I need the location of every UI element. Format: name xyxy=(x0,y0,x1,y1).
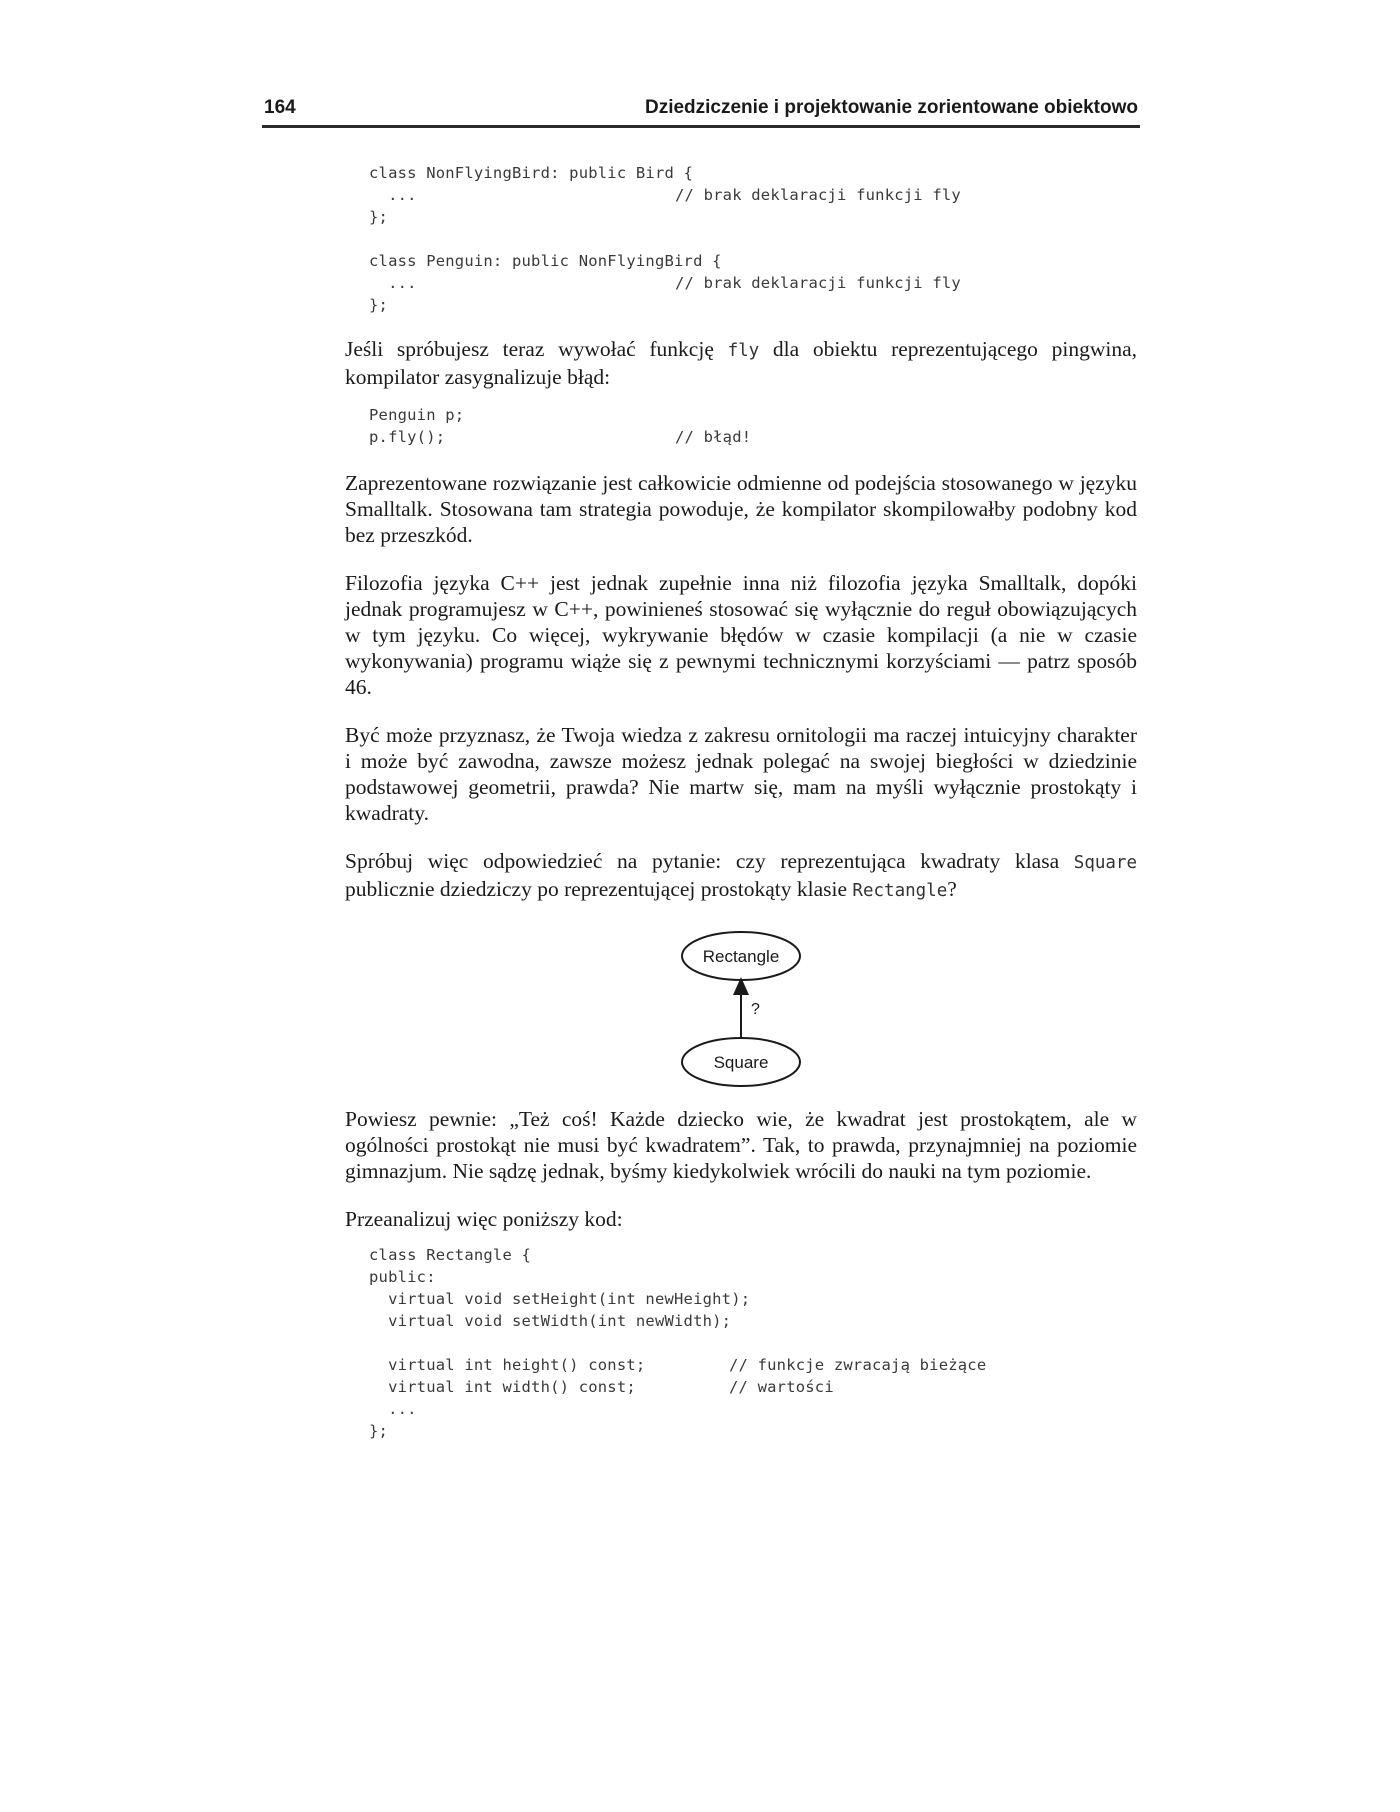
running-title: Dziedziczenie i projektowanie zorientowane obiektowo xyxy=(644,97,1138,118)
code-block-rectangle xyxy=(369,1244,1137,1442)
inheritance-diagram xyxy=(345,914,1137,1096)
code-comment: // funkcje zwracają bieżące xyxy=(729,1356,987,1374)
code-line: virtual int height() const; // funkcje zwracają bieżące xyxy=(369,1356,987,1374)
paragraph-square-question: Spróbuj więc odpowiedzieć na pytanie: czy reprezentująca kwadraty klasa Square publicznie dziedziczy po reprezentującej prostokąty klasie Rectangle? xyxy=(345,849,1137,901)
code-line: virtual void setWidth(int newWidth); xyxy=(369,1312,732,1330)
paragraph-analyze-code: Przeanalizuj więc poniższy kod: xyxy=(345,1207,623,1231)
code-comment: // wartości xyxy=(729,1378,834,1396)
code-line: class NonFlyingBird: public Bird { xyxy=(369,164,694,182)
paragraph-geometry: Być może przyznasz, że Twoja wiedza z zakresu ornitologii ma raczej intuicyjny charakter i może być zawodna, zawsze możesz jednak polegać na swojej biegłości w dziedzinie podstawowej geometrii, prawda? Nie martw się, mam na myśli wyłącznie prostokąty i kwadraty. xyxy=(345,723,1137,825)
square-node-label: Square xyxy=(713,1053,769,1072)
code-line: class Rectangle { xyxy=(369,1246,532,1264)
code-line: }; xyxy=(369,208,389,226)
page-header xyxy=(262,95,1140,128)
paragraph-penguin-fly: Jeśli spróbujesz teraz wywołać funkcję fly dla obiektu reprezentującego pingwina, kompilator zasygnalizuje błąd: xyxy=(345,337,1137,389)
rectangle-node xyxy=(682,932,800,980)
code-line: virtual void setHeight(int newHeight); xyxy=(369,1290,751,1308)
code-line: p.fly(); // błąd! xyxy=(369,428,752,446)
code-comment: // brak deklaracji funkcji fly xyxy=(675,274,961,292)
rectangle-node-label: Rectangle xyxy=(702,947,780,966)
code-comment: // brak deklaracji funkcji fly xyxy=(675,186,961,204)
page-number: 164 xyxy=(264,97,296,118)
code-block-penguin-call xyxy=(369,404,1137,448)
inline-code: fly xyxy=(727,341,760,361)
square-node xyxy=(682,1038,800,1086)
relation-question-mark: ? xyxy=(751,1001,760,1018)
page-content xyxy=(345,162,1137,1442)
paragraph-cpp-philosophy: Filozofia języka C++ jest jednak zupełnie inna niż filozofia języka Smalltalk, dopóki jednak programujesz w C++, powinieneś stosować się wyłącznie do reguł obowiązujących w tym języku. Co więcej, wykrywanie błędów w czasie kompilacji (a nie w czasie wykonywania) programu wiąże się z pewnymi technicznymi korzyściami — patrz sposób 46. xyxy=(345,571,1137,699)
code-line: }; xyxy=(369,296,389,314)
code-line: ... // brak deklaracji funkcji fly xyxy=(369,186,961,204)
code-comment: // błąd! xyxy=(675,428,752,446)
code-line: ... xyxy=(369,1400,417,1418)
paragraph-smalltalk: Zaprezentowane rozwiązanie jest całkowicie odmienne od podejścia stosowanego w języku Smalltalk. Stosowana tam strategia powoduje, że kompilator skompilowałby podobny kod bez przeszkód. xyxy=(345,471,1137,547)
paragraph-square-is-rectangle: Powiesz pewnie: „Też coś! Każde dziecko wie, że kwadrat jest prostokątem, ale w ogólności prostokąt nie musi być kwadratem”. Tak, to prawda, przynajmniej na poziomie gimnazjum. Nie sądzę jednak, byśmy kiedykolwiek wrócili do nauki na tym poziomie. xyxy=(345,1107,1137,1183)
code-line: virtual int width() const; // wartości xyxy=(369,1378,834,1396)
code-line: Penguin p; xyxy=(369,406,465,424)
code-line: class Penguin: public NonFlyingBird { xyxy=(369,252,722,270)
code-line: ... // brak deklaracji funkcji fly xyxy=(369,274,961,292)
code-block-nonflyingbird xyxy=(369,162,1137,316)
code-line: public: xyxy=(369,1268,436,1286)
code-line: }; xyxy=(369,1422,389,1440)
inline-code-square: Square xyxy=(1073,853,1137,873)
inline-code-rectangle: Rectangle xyxy=(852,881,948,901)
